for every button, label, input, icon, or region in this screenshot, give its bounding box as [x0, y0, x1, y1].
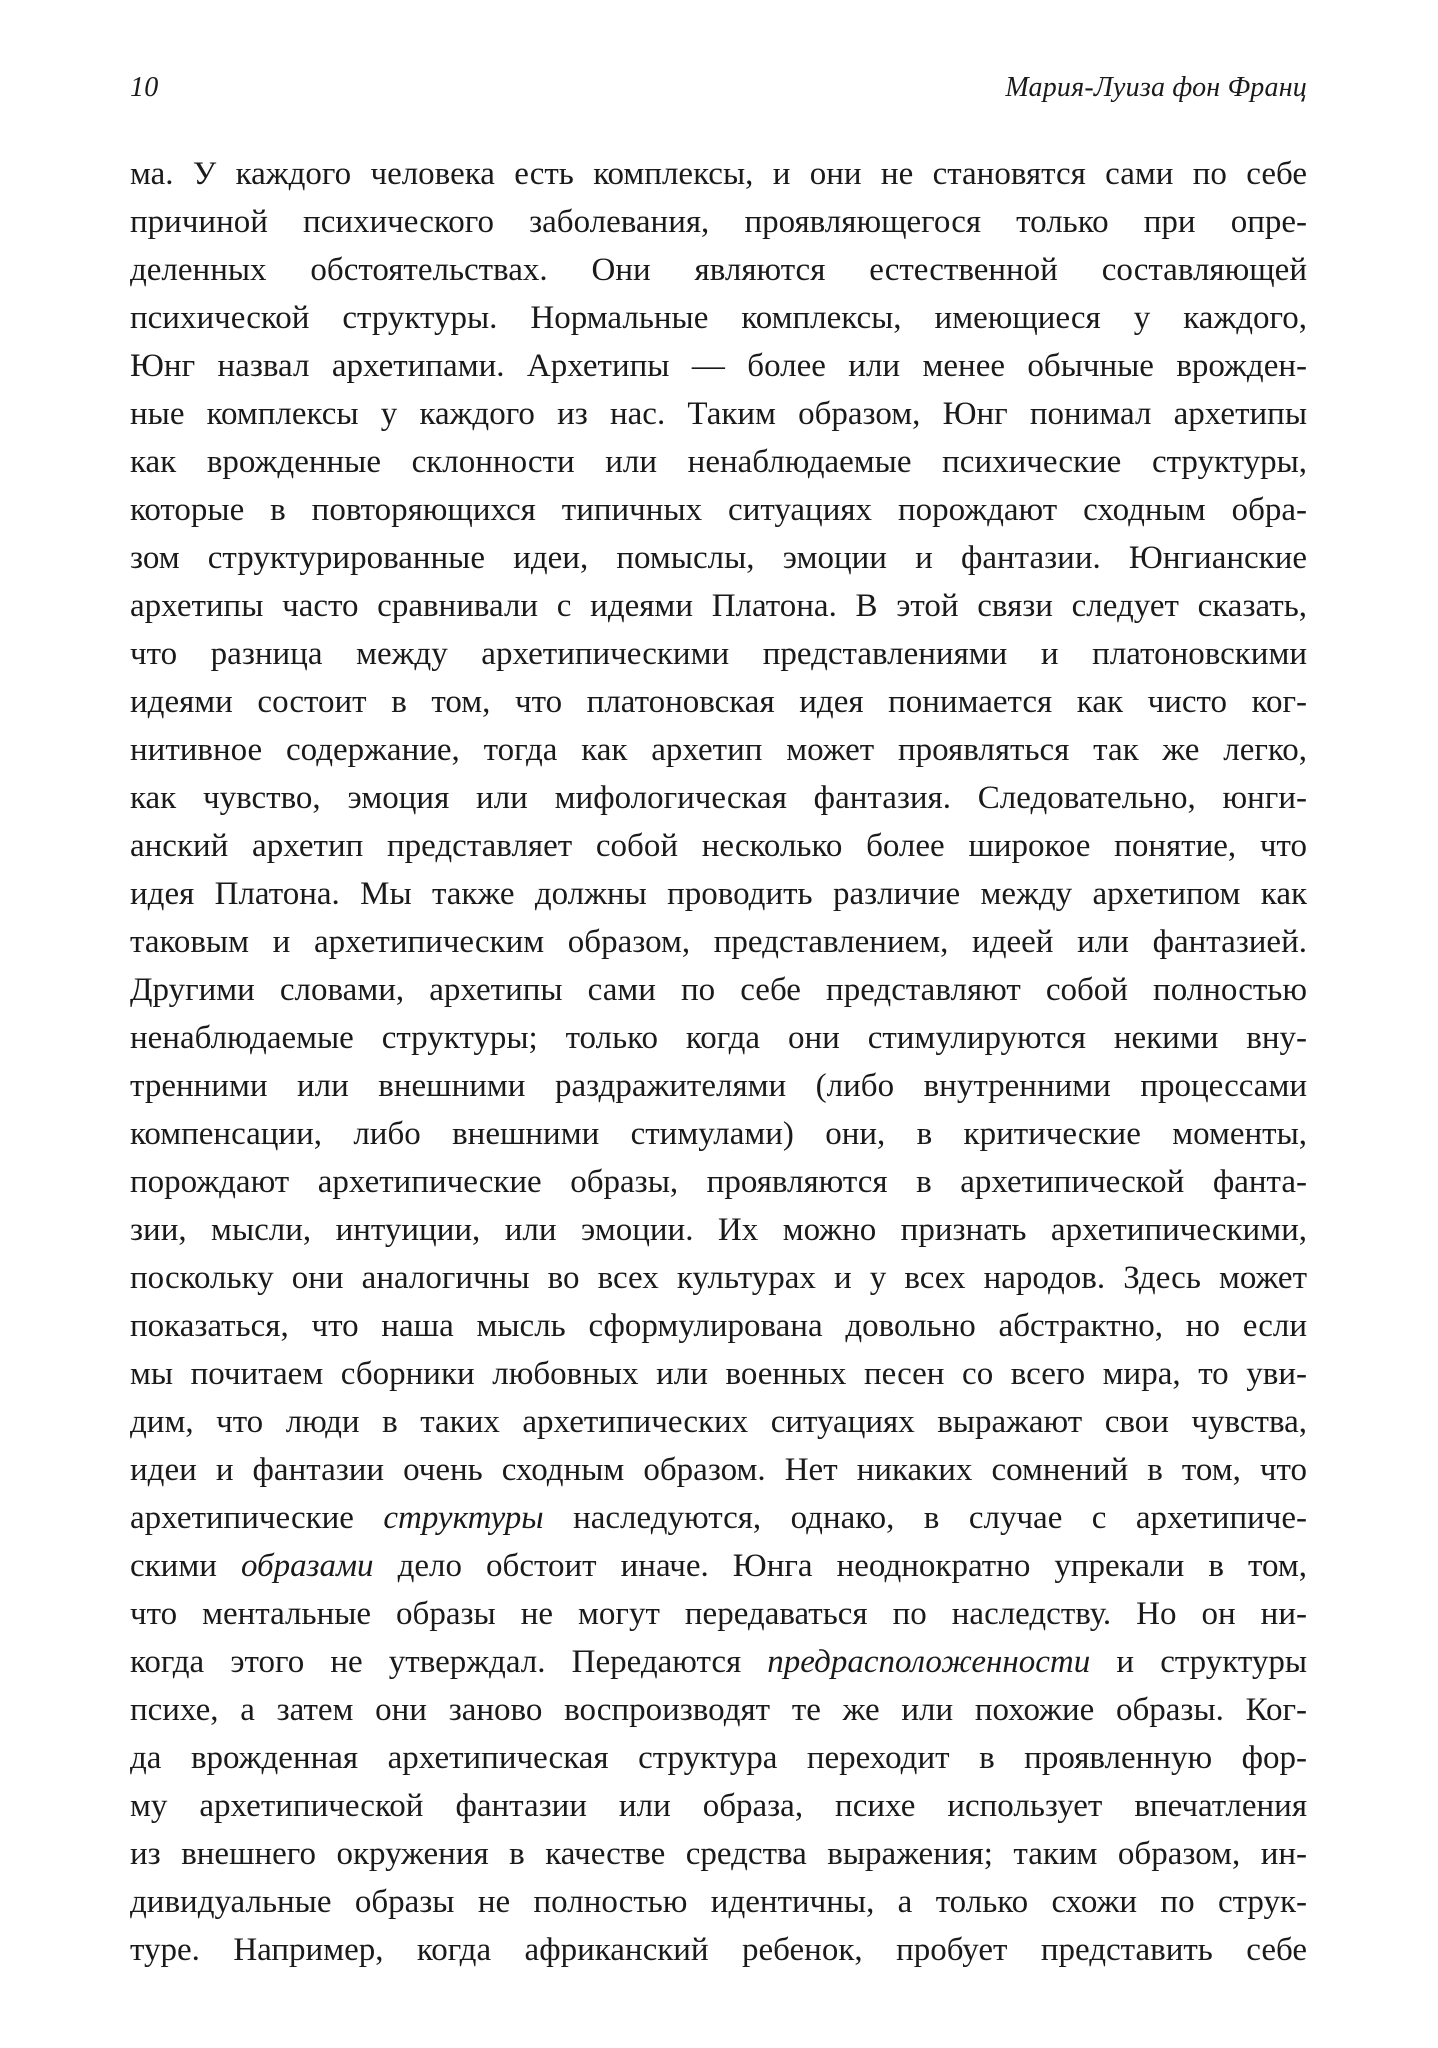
- text-segment: компенсации, либо внешними стимулами) они, в критические моменты,: [130, 1116, 1307, 1152]
- text-line: [130, 1398, 1307, 1446]
- italic-emphasis: предрасположенности: [767, 1644, 1091, 1680]
- body-text: [130, 150, 1307, 1974]
- page-number: 10: [130, 72, 159, 103]
- text-segment: му архетипической фантазии или образа, психе использует впечатления: [130, 1788, 1307, 1824]
- text-segment: нитивное содержание, тогда как архетип может проявляться так же легко,: [130, 732, 1307, 768]
- text-line: [130, 1638, 1307, 1686]
- text-line: [130, 390, 1307, 438]
- text-line: [130, 1542, 1307, 1590]
- text-segment: Юнг назвал архетипами. Архетипы — более или менее обычные врожден-: [130, 348, 1307, 384]
- italic-emphasis: структуры: [383, 1500, 544, 1536]
- text-segment: да врожденная архетипическая структура переходит в проявленную фор-: [130, 1740, 1307, 1776]
- text-line: [130, 1206, 1307, 1254]
- text-line: [130, 1686, 1307, 1734]
- text-line: [130, 1302, 1307, 1350]
- text-segment: скими: [130, 1548, 241, 1584]
- text-line: [130, 726, 1307, 774]
- text-line: [130, 246, 1307, 294]
- text-line: [130, 342, 1307, 390]
- text-segment: психе, а затем они заново воспроизводят те же или похожие образы. Ког-: [130, 1692, 1307, 1728]
- text-line: [130, 1590, 1307, 1638]
- text-segment: причиной психического заболевания, проявляющегося только при опре-: [130, 204, 1307, 240]
- text-segment: что разница между архетипическими представлениями и платоновскими: [130, 636, 1307, 672]
- text-line: [130, 966, 1307, 1014]
- text-segment: архетипы часто сравнивали с идеями Платона. В этой связи следует сказать,: [130, 588, 1307, 624]
- text-line: [130, 1110, 1307, 1158]
- text-segment: зом структурированные идеи, помыслы, эмоции и фантазии. Юнгианские: [130, 540, 1307, 576]
- text-segment: архетипические: [130, 1500, 384, 1536]
- text-segment: порождают архетипические образы, проявляются в архетипической фанта-: [130, 1164, 1307, 1200]
- text-segment: Другими словами, архетипы сами по себе представляют собой полностью: [130, 972, 1307, 1008]
- text-segment: деленных обстоятельствах. Они являются естественной составляющей: [130, 252, 1307, 288]
- text-segment: и структуры: [1090, 1644, 1307, 1680]
- text-segment: тренними или внешними раздражителями (либо внутренними процессами: [130, 1068, 1307, 1104]
- text-segment: мы почитаем сборники любовных или военных песен со всего мира, то уви-: [130, 1356, 1307, 1392]
- text-line: [130, 774, 1307, 822]
- text-line: [130, 678, 1307, 726]
- text-line: [130, 822, 1307, 870]
- text-segment: дело обстоит иначе. Юнга неоднократно упрекали в том,: [373, 1548, 1307, 1584]
- text-segment: ненаблюдаемые структуры; только когда они стимулируются некими вну-: [130, 1020, 1307, 1056]
- text-line: [130, 870, 1307, 918]
- text-line: [130, 198, 1307, 246]
- text-segment: психической структуры. Нормальные комплексы, имеющиеся у каждого,: [130, 300, 1307, 336]
- text-segment: наследуются, однако, в случае с архетипиче-: [543, 1500, 1307, 1536]
- text-line: [130, 582, 1307, 630]
- text-segment: ма. У каждого человека есть комплексы, и они не становятся сами по себе: [130, 156, 1307, 192]
- text-line: [130, 1158, 1307, 1206]
- text-segment: дивидуальные образы не полностью идентичны, а только схожи по струк-: [130, 1884, 1307, 1920]
- text-segment: таковым и архетипическим образом, представлением, идеей или фантазией.: [130, 924, 1307, 960]
- text-line: [130, 630, 1307, 678]
- text-line: [130, 1446, 1307, 1494]
- text-line: [130, 486, 1307, 534]
- running-header: [130, 72, 1307, 116]
- text-segment: поскольку они аналогичны во всех культурах и у всех народов. Здесь может: [130, 1260, 1307, 1296]
- text-line: [130, 1734, 1307, 1782]
- text-segment: зии, мысли, интуиции, или эмоции. Их можно признать архетипическими,: [130, 1212, 1307, 1248]
- text-line: [130, 1878, 1307, 1926]
- text-segment: как чувство, эмоция или мифологическая фантазия. Следовательно, юнги-: [130, 780, 1307, 816]
- text-segment: из внешнего окружения в качестве средства выражения; таким образом, ин-: [130, 1836, 1307, 1872]
- text-line: [130, 1830, 1307, 1878]
- text-line: [130, 918, 1307, 966]
- text-line: [130, 534, 1307, 582]
- text-segment: анский архетип представляет собой несколько более широкое понятие, что: [130, 828, 1307, 864]
- text-line: [130, 1062, 1307, 1110]
- text-segment: туре. Например, когда африканский ребенок, пробует представить себе: [130, 1932, 1307, 1968]
- text-line: [130, 1014, 1307, 1062]
- text-segment: ные комплексы у каждого из нас. Таким образом, Юнг понимал архетипы: [130, 396, 1307, 432]
- text-segment: идеи и фантазии очень сходным образом. Нет никаких сомнений в том, что: [130, 1452, 1307, 1488]
- text-segment: когда этого не утверждал. Передаются: [130, 1644, 768, 1680]
- text-segment: которые в повторяющихся типичных ситуациях порождают сходным обра-: [130, 492, 1307, 528]
- text-segment: идеями состоит в том, что платоновская идея понимается как чисто ког-: [130, 684, 1307, 720]
- text-segment: что ментальные образы не могут передаваться по наследству. Но он ни-: [130, 1596, 1307, 1632]
- text-line: [130, 1494, 1307, 1542]
- text-line: [130, 150, 1307, 198]
- text-line: [130, 438, 1307, 486]
- text-segment: показаться, что наша мысль сформулирована довольно абстрактно, но если: [130, 1308, 1307, 1344]
- text-line: [130, 1782, 1307, 1830]
- text-line: [130, 294, 1307, 342]
- text-segment: как врожденные склонности или ненаблюдаемые психические структуры,: [130, 444, 1307, 480]
- running-head-author: Мария-Луиза фон Франц: [1005, 72, 1307, 103]
- text-segment: идея Платона. Мы также должны проводить различие между архетипом как: [130, 876, 1307, 912]
- text-segment: дим, что люди в таких архетипических ситуациях выражают свои чувства,: [130, 1404, 1307, 1440]
- italic-emphasis: образами: [240, 1548, 374, 1584]
- text-line: [130, 1926, 1307, 1974]
- text-line: [130, 1254, 1307, 1302]
- text-line: [130, 1350, 1307, 1398]
